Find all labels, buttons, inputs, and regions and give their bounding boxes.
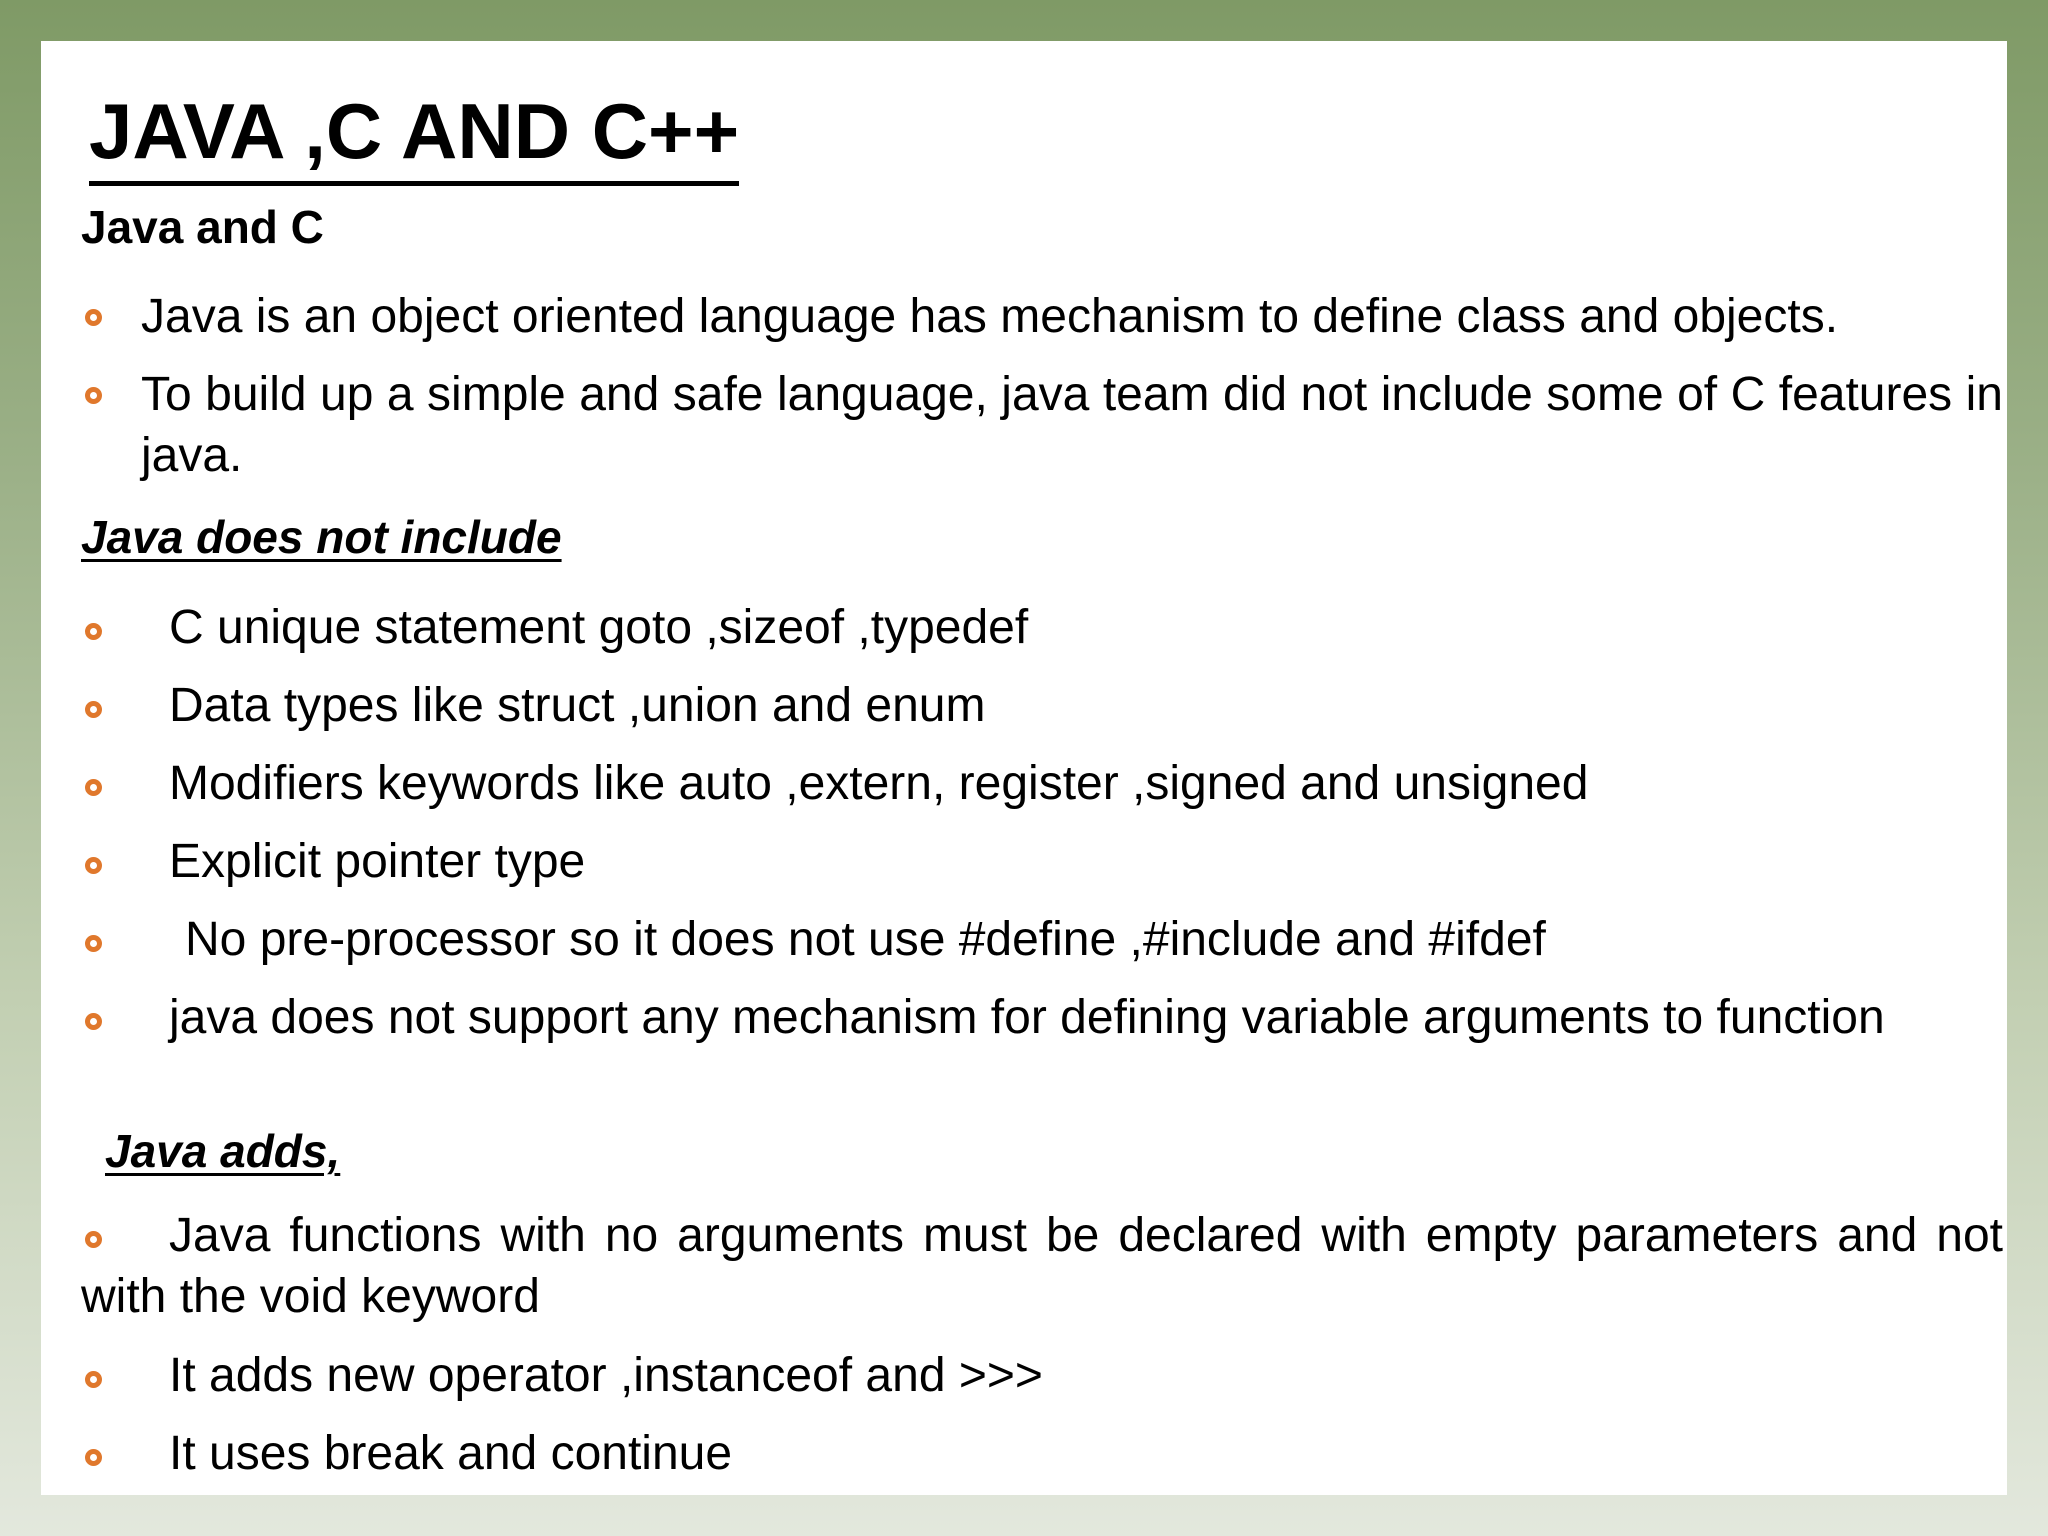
list-item-text: Data types like struct ,union and enum xyxy=(169,679,986,732)
list-item-text: Java is an object oriented language has mechanism to define class and objects. xyxy=(141,290,1839,343)
slide xyxy=(41,41,2007,1495)
bullet-icon xyxy=(85,935,102,952)
list-item-text: C unique statement goto ,sizeof ,typedef xyxy=(169,601,1029,654)
bullet-icon xyxy=(85,701,102,718)
list-item-text: Modifiers keywords like auto ,extern, register ,signed and unsigned xyxy=(169,757,1589,810)
list-item-text: java does not support any mechanism for defining variable arguments to function xyxy=(169,991,1885,1044)
list-item-text: No pre-processor so it does not use #define ,#include and #ifdef xyxy=(185,913,1546,966)
bullet-icon xyxy=(85,1449,102,1466)
list-item-text: Explicit pointer type xyxy=(169,835,586,888)
section-heading-java-adds: Java adds, xyxy=(105,1125,341,1177)
bullet-icon xyxy=(85,309,102,326)
section-heading-java-does-not-include: Java does not include xyxy=(81,511,562,563)
bullet-icon xyxy=(85,623,102,640)
list-item-text: It adds new operator ,instanceof and >>> xyxy=(169,1349,1043,1402)
bullet-icon xyxy=(85,387,102,404)
bullet-icon xyxy=(85,857,102,874)
slide-title: JAVA ,C AND C++ xyxy=(89,81,739,186)
bullet-icon xyxy=(85,1371,102,1388)
list-item-text: Java functions with no arguments must be declared with empty parameters and not with the void keyword xyxy=(81,1209,2003,1323)
bullet-icon xyxy=(85,779,102,796)
list-item-text: It uses break and continue xyxy=(169,1427,733,1480)
list-item-text: To build up a simple and safe language, java team did not include some of C features in java. xyxy=(141,368,2003,482)
section-heading-java-and-c: Java and C xyxy=(81,201,324,253)
